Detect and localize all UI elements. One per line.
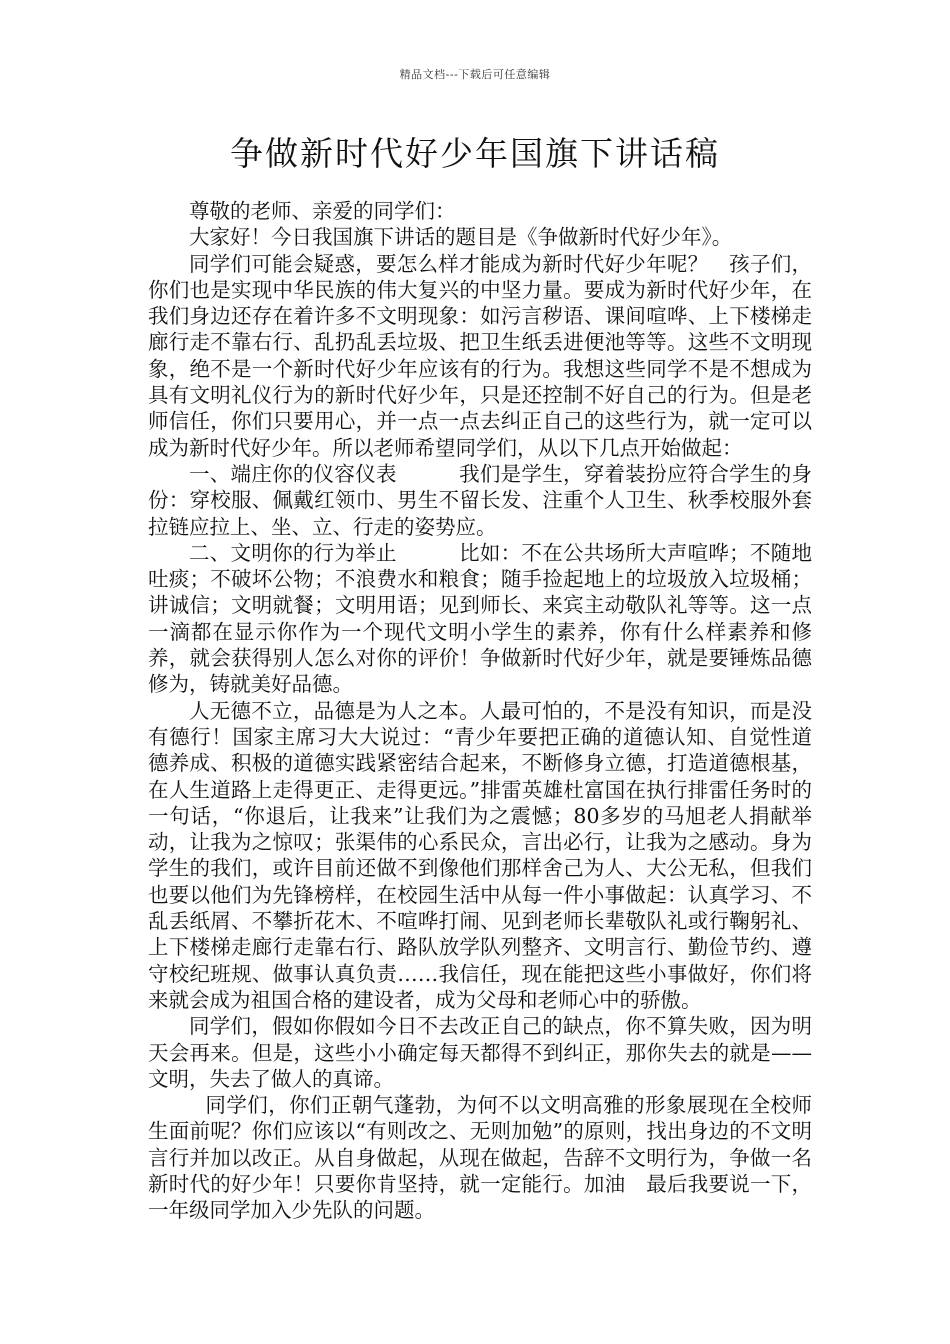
paragraph-closing: 同学们，你们正朝气蓬勃，为何不以文明高雅的形象展现在全校师生面前呢？你们应该以“有则改之、无则加勉”的原则，找出身边的不文明言行并加以改正。从自身做起，从现在做起，告辞不文明行为，争做一名新时代的好少年！只要你肯坚持，就一定能行。加油 最后我要说一下，一年级同学加入少先队的问题。 — [148, 1093, 812, 1223]
paragraph-correction: 同学们，假如你假如今日不去改正自己的缺点，你不算失败，因为明天会再来。但是，这些小小确定每天都得不到纠正，那你失去的就是——文明，失去了做人的真谛。 — [148, 1014, 812, 1091]
paragraph-point-two: 二、文明你的行为举止 比如：不在公共场所大声喧哗；不随地吐痰；不破坏公物；不浪费水和粮食；随手捡起地上的垃圾放入垃圾桶；讲诚信；文明就餐；文明用语；见到师长、来宾主动敬队礼等等。这一点一滴都在显示你作为一个现代文明小学生的素养，你有什么样素养和修养，就会获得别人怎么对你的评价！争做新时代好少年，就是要锤炼品德修为，铸就美好品德。 — [148, 540, 812, 697]
page-title: 争做新时代好少年国旗下讲话稿 — [230, 134, 720, 173]
paragraph-salutation: 尊敬的老师、亲爱的同学们： — [189, 199, 456, 223]
paragraph-greeting: 大家好！今日我国旗下讲话的题目是《争做新时代好少年》。 — [189, 225, 733, 250]
speech-body — [148, 198, 812, 1224]
paragraph-intro: 同学们可能会疑惑，要怎么样才能成为新时代好少年呢？ 孩子们，你们也是实现中华民族的伟大复兴的中坚力量。要成为新时代好少年，在我们身边还存在着许多不文明现象：如污言秽语、课间喧哗、上下楼梯走廊行走不靠右行、乱扔乱丢垃圾、把卫生纸丢进便池等等。这些不文明现象，绝不是一个新时代好少年应该有的行为。我想这些同学不是不想成为具有文明礼仪行为的新时代好少年，只是还控制不好自己的行为。但是老师信任，你们只要用心，并一点一点去纠正自己的这些行为，就一定可以成为新时代好少年。所以老师希望同学们，从以下几点开始做起： — [148, 251, 812, 460]
paragraph-point-one: 一、端庄你的仪容仪表 我们是学生，穿着装扮应符合学生的身份：穿校服、佩戴红领巾、男生不留长发、注重个人卫生、秋季校服外套拉链应拉上、坐、立、行走的姿势应。 — [148, 461, 812, 539]
paragraph-virtue: 人无德不立，品德是为人之本。人最可怕的，不是没有知识，而是没有德行！国家主席习大大说过：“青少年要把正确的道德认知、自觉性道德养成、积极的道德实践紧密结合起来，不断修身立德，打造道德根基，在人生道路上走得更正、走得更远。”排雷英雄杜富国在执行排雷任务时的一句话，“你退后，让我来”让我们为之震憾；80多岁的马旭老人捐献举动，让我为之惊叹；张渠伟的心系民众，言出必行，让我为之感动。身为学生的我们，或许目前还做不到像他们那样舍己为人、大公无私，但我们也要以他们为先锋榜样，在校园生活中从每一件小事做起：认真学习、不乱丢纸屑、不攀折花木、不喧哗打闹、见到老师长辈敬队礼或行鞠躬礼、上下楼梯走廊行走靠右行、路队放学队列整齐、文明言行、勤俭节约、遵守校纪班规、做事认真负责……我信任，现在能把这些小事做好，你们将来就会成为祖国合格的建设者，成为父母和老师心中的骄傲。 — [148, 698, 812, 1012]
header-note: 精品文档---下载后可任意编辑 — [399, 68, 551, 81]
